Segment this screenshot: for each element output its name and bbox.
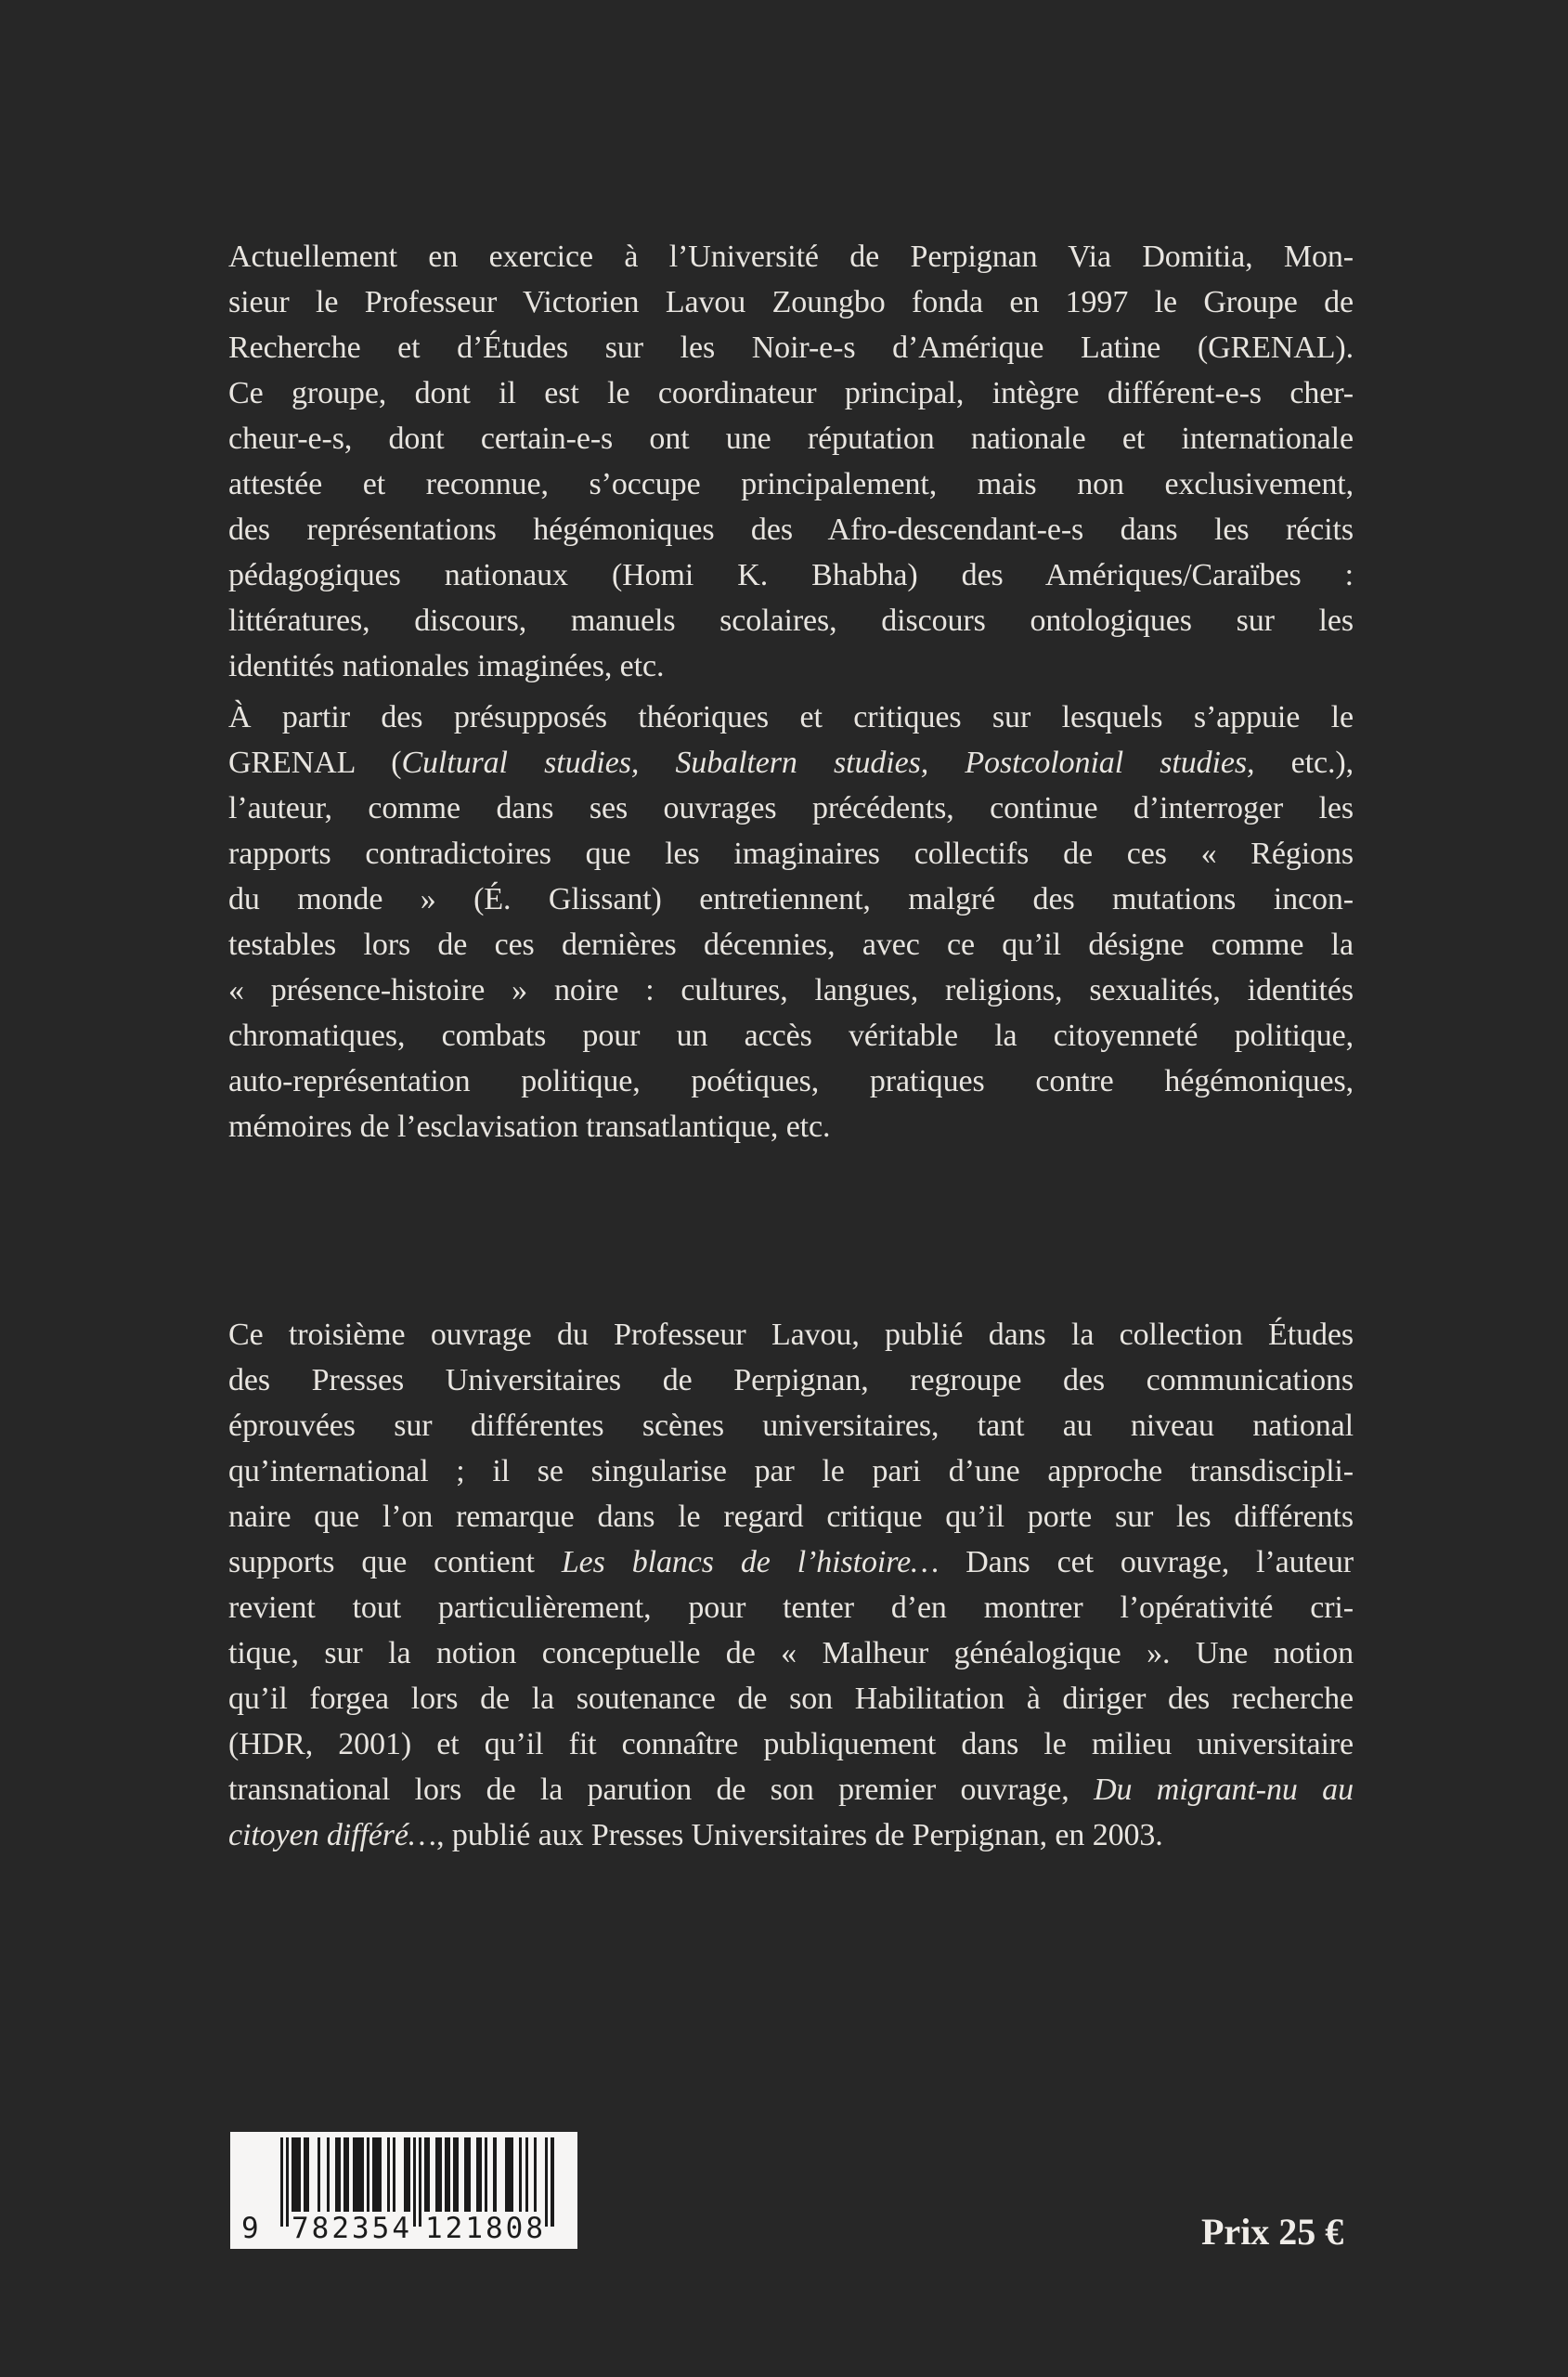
- text-run: cheur-e-s, dont certain-e-s ont une réputation nationale et internationale: [228, 422, 1354, 456]
- text-run: etc.),: [1254, 746, 1354, 780]
- barcode-bar: [479, 2137, 482, 2212]
- barcode-bar: [493, 2137, 496, 2212]
- italic-run: Du migrant-nu au: [1094, 1773, 1354, 1807]
- text-run: attestée et reconnue, s’occupe principalement, mais non exclusivement,: [228, 467, 1354, 501]
- text-run: Ce groupe, dont il est le coordinateur principal, intègre différent-e-s cher-: [228, 376, 1354, 410]
- text-run: Dans cet ouvrage, l’auteur: [939, 1545, 1354, 1579]
- text-line: [228, 1812, 1354, 1858]
- text-run: (HDR, 2001) et qu’il fit connaître publiquement dans le milieu universitaire: [228, 1727, 1354, 1761]
- text-line: [228, 370, 1354, 416]
- barcode-bar: [327, 2137, 330, 2212]
- barcode-digits-right: 121808: [425, 2212, 546, 2245]
- text-run: rapports contradictoires que les imaginaires collectifs de ces « Régions: [228, 837, 1354, 871]
- italic-run: Subaltern studies,: [675, 746, 929, 780]
- text-line: [228, 1403, 1354, 1448]
- text-line: [228, 1630, 1354, 1676]
- text-run: supports que contient: [228, 1545, 562, 1579]
- barcode-bar: [378, 2137, 381, 2212]
- text-run: tique, sur la notion conceptuelle de « Malheur généalogique ». Une notion: [228, 1636, 1354, 1670]
- text-line: [228, 877, 1354, 922]
- barcode-bar: [468, 2137, 471, 2212]
- text-run: revient tout particulièrement, pour tenter d’en montrer l’opérativité cri-: [228, 1591, 1354, 1625]
- text-line: [228, 552, 1354, 598]
- text-line: [228, 643, 1354, 689]
- barcode-bar: [407, 2137, 409, 2212]
- isbn-barcode: [230, 2132, 577, 2249]
- text-run: du monde » (É. Glissant) entretiennent, malgré des mutations incon-: [228, 882, 1354, 916]
- barcode-bar: [338, 2137, 341, 2212]
- blurb-paragraph-1: [228, 234, 1354, 689]
- text-run: Ce troisième ouvrage du Professeur Lavou, publié dans la collection Études: [228, 1318, 1354, 1352]
- text-run: [639, 746, 675, 780]
- text-line: [228, 1676, 1354, 1721]
- barcode-bar: [427, 2137, 430, 2212]
- text-run: transnational lors de la parution de son premier ouvrage,: [228, 1773, 1095, 1807]
- text-run: naire que l’on remarque dans le regard critique qu’il porte sur les différents: [228, 1500, 1354, 1534]
- barcode-bar: [306, 2137, 309, 2212]
- text-run: pédagogiques nationaux (Homi K. Bhabha) des Amériques/Caraïbes :: [228, 558, 1354, 592]
- text-run: Recherche et d’Études sur les Noir-e-s d’Amérique Latine (GRENAL).: [228, 331, 1354, 365]
- text-line: [228, 1767, 1354, 1812]
- barcode-bar: [447, 2137, 450, 2212]
- italic-run: citoyen différé…: [228, 1818, 437, 1852]
- text-line: [228, 1448, 1354, 1494]
- text-line: [228, 1312, 1354, 1357]
- text-run: testables lors de ces dernières décennies, avec ce qu’il désigne comme la: [228, 928, 1354, 962]
- italic-run: Postcolonial studies,: [965, 746, 1255, 780]
- text-run: éprouvées sur différentes scènes universitaires, tant au niveau national: [228, 1409, 1354, 1443]
- barcode-bar: [439, 2137, 442, 2212]
- text-run: littératures, discours, manuels scolaires, discours ontologiques sur les: [228, 604, 1354, 638]
- text-line: [228, 922, 1354, 968]
- text-line: [228, 740, 1354, 786]
- text-run: qu’international ; il se singularise par le pari d’une approche transdiscipli-: [228, 1454, 1354, 1488]
- italic-run: Les blancs de l’histoire…: [561, 1545, 940, 1579]
- text-run: À partir des présupposés théoriques et critiques sur lesquels s’appuie le: [228, 700, 1354, 734]
- text-line: [228, 279, 1354, 325]
- text-run: GRENAL (: [228, 746, 402, 780]
- text-run: Actuellement en exercice à l’Université de Perpignan Via Domitia, Mon-: [228, 240, 1354, 274]
- text-line: [228, 325, 1354, 370]
- text-line: [228, 234, 1354, 279]
- blurb: [228, 234, 1354, 1858]
- barcode-bar: [534, 2137, 537, 2212]
- text-line: [228, 461, 1354, 507]
- text-line: [228, 1494, 1354, 1539]
- text-run: des Presses Universitaires de Perpignan, regroupe des communications: [228, 1363, 1354, 1397]
- barcode-digits: [230, 2212, 577, 2249]
- barcode-bar: [367, 2137, 369, 2212]
- text-line: [228, 695, 1354, 740]
- text-line: [228, 1539, 1354, 1585]
- text-line: [228, 831, 1354, 877]
- text-run: « présence-histoire » noire : cultures, langues, religions, sexualités, identités: [228, 973, 1354, 1007]
- text-run: l’auteur, comme dans ses ouvrages précédents, continue d’interroger les: [228, 791, 1354, 825]
- price-label: Prix 25 €: [1201, 2211, 1344, 2253]
- text-line: [228, 1059, 1354, 1104]
- text-run: [928, 746, 965, 780]
- barcode-bar: [393, 2137, 395, 2212]
- text-line: [228, 1585, 1354, 1630]
- text-line: [228, 786, 1354, 831]
- text-run: identités nationales imaginées, etc.: [228, 649, 665, 683]
- barcode-bar: [485, 2137, 487, 2212]
- blurb-paragraph-2: [228, 695, 1354, 1150]
- text-line: [228, 1104, 1354, 1150]
- barcode-bar: [346, 2137, 349, 2212]
- barcode-digits-left: 782354: [292, 2212, 412, 2245]
- text-line: [228, 598, 1354, 643]
- barcode-bar: [361, 2137, 364, 2212]
- barcode-bar: [298, 2137, 301, 2212]
- italic-run: Cultural studies,: [401, 746, 640, 780]
- barcode-bar: [317, 2137, 320, 2212]
- text-line: [228, 416, 1354, 461]
- text-line: [228, 968, 1354, 1013]
- text-run: , publié aux Presses Universitaires de Perpignan, en 2003.: [436, 1818, 1163, 1852]
- barcode-bar: [387, 2137, 390, 2212]
- text-run: mémoires de l’esclavisation transatlantique, etc.: [228, 1110, 831, 1144]
- text-run: sieur le Professeur Victorien Lavou Zoungbo fonda en 1997 le Groupe de: [228, 285, 1354, 319]
- text-line: [228, 1013, 1354, 1059]
- barcode-bar: [525, 2137, 528, 2212]
- text-run: auto-représentation politique, poétiques, pratiques contre hégémoniques,: [228, 1064, 1354, 1098]
- text-run: qu’il forgea lors de la soutenance de son Habilitation à diriger des recherche: [228, 1682, 1354, 1716]
- barcode-digit-lead: 9: [241, 2212, 259, 2245]
- text-line: [228, 507, 1354, 552]
- text-line: [228, 1721, 1354, 1767]
- text-run: chromatiques, combats pour un accès véritable la citoyenneté politique,: [228, 1019, 1354, 1053]
- text-run: des représentations hégémoniques des Afro-descendant-e-s dans les récits: [228, 513, 1354, 547]
- barcode-bar: [456, 2137, 459, 2212]
- barcode-bar: [511, 2137, 513, 2212]
- blurb-paragraph-3: [228, 1312, 1354, 1858]
- barcode-bar: [519, 2137, 522, 2212]
- text-line: [228, 1357, 1354, 1403]
